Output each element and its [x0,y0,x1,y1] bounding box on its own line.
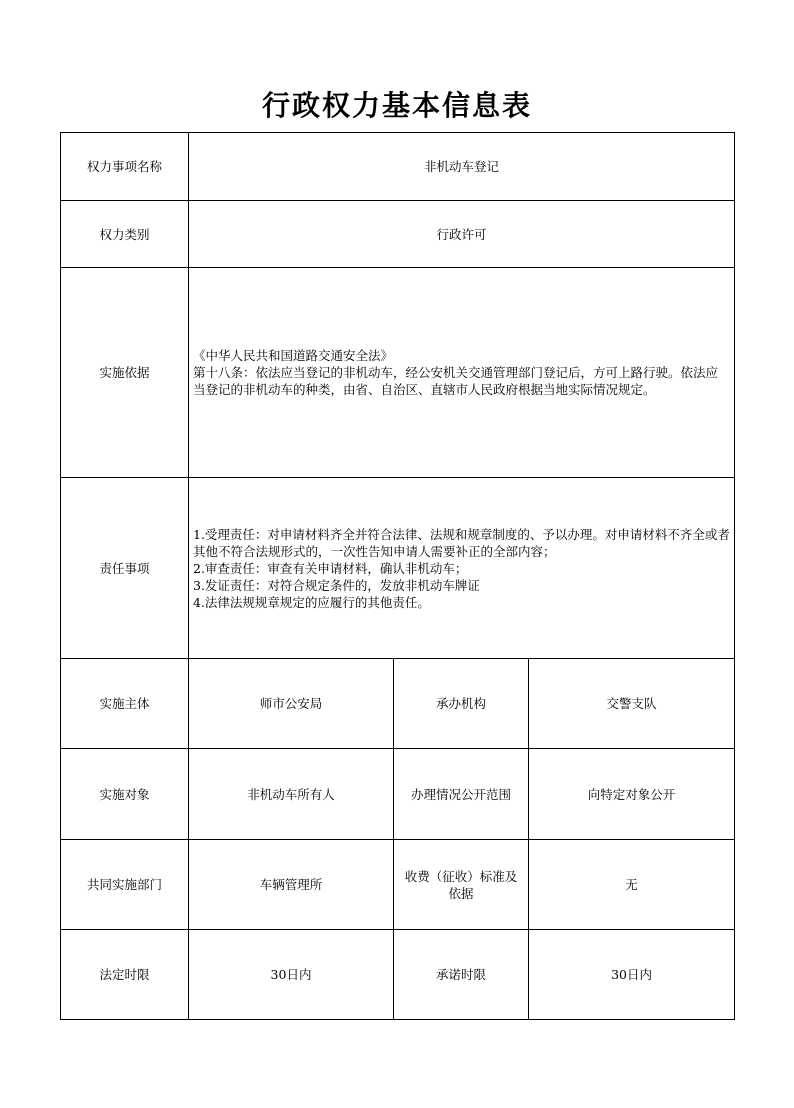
promise-time-value: 30日内 [529,930,735,1020]
row-time [61,930,735,1020]
responsibility-line: 2.审查责任：审查有关申请材料，确认非机动车； [193,560,468,576]
row-subject [61,659,735,749]
power-type-label: 权力类别 [61,201,189,268]
row-power-name [61,133,735,201]
dept-label: 共同实施部门 [61,840,189,930]
subject-label: 实施主体 [61,659,189,749]
basis-line: 第十八条：依法应当登记的非机动车，经公安机关交通管理部门登记后，方可上路行驶。依法应当登记的非机动车的种类，由省、自治区、直辖市人民政府根据当地实际情况规定。 [193,365,719,397]
legal-time-value: 30日内 [189,930,394,1020]
responsibility-value [189,478,735,659]
subject-value: 师市公安局 [189,659,394,749]
power-name-value: 非机动车登记 [189,133,735,201]
agency-value: 交警支队 [529,659,735,749]
row-dept [61,840,735,930]
basis-value [189,268,735,478]
info-table [60,132,735,1020]
responsibility-line: 3.发证责任：对符合规定条件的，发放非机动车牌证 [193,577,480,593]
power-type-value: 行政许可 [189,201,735,268]
row-basis [61,268,735,478]
disclosure-value: 向特定对象公开 [529,749,735,840]
disclosure-label: 办理情况公开范围 [394,749,529,840]
object-label: 实施对象 [61,749,189,840]
page-title: 行政权力基本信息表 [261,89,532,122]
agency-label: 承办机构 [394,659,529,749]
row-power-type [61,201,735,268]
basis-label: 实施依据 [61,268,189,478]
row-responsibility [61,478,735,659]
object-value: 非机动车所有人 [189,749,394,840]
responsibility-label: 责任事项 [61,478,189,659]
fee-label: 收费（征收）标准及依据 [394,840,529,930]
power-name-label: 权力事项名称 [61,133,189,201]
responsibility-line: 1.受理责任：对申请材料齐全并符合法律、法规和规章制度的、予以办理。对申请材料不齐全或者其他不符合法规形式的，一次性告知申请人需要补正的全部内容； [193,526,730,559]
row-object [61,749,735,840]
basis-line: 《中华人民共和国道路交通安全法》 [193,348,394,363]
responsibility-line: 4.法律法规规章规定的应履行的其他责任。 [193,594,430,610]
legal-time-label: 法定时限 [61,930,189,1020]
dept-value: 车辆管理所 [189,840,394,930]
promise-time-label: 承诺时限 [394,930,529,1020]
fee-value: 无 [529,840,735,930]
